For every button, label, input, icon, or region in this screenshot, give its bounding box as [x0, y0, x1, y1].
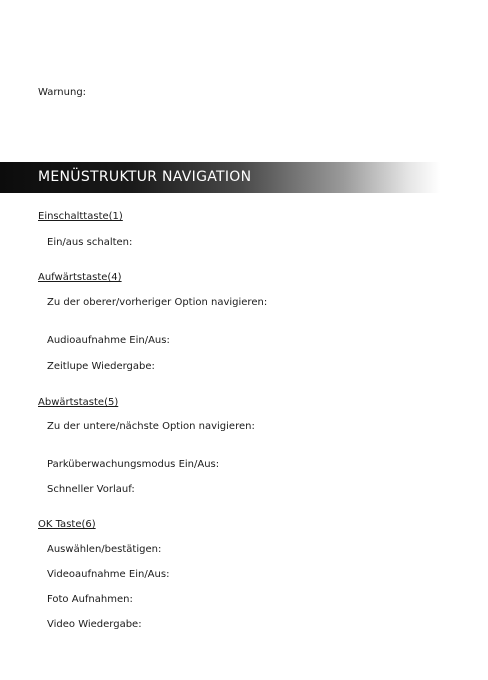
warning-label: Warnung: [38, 87, 87, 98]
section-heading-down-button: Abwärtstaste(5) [38, 397, 119, 408]
item-take-photo: Foto Aufnahmen: [47, 594, 133, 605]
item-select-confirm: Auswählen/bestätigen: [47, 544, 162, 555]
section-heading-ok-button: OK Taste(6) [38, 519, 96, 530]
item-parking-mode: Parküberwachungsmodus Ein/Aus: [47, 459, 220, 470]
banner-title: MENÜSTRUKTUR NAVIGATION [38, 169, 252, 185]
item-power-on-off: Ein/aus schalten: [47, 237, 133, 248]
item-navigate-previous: Zu der oberer/vorheriger Option navigieren: [47, 297, 268, 308]
section-heading-up-button: Aufwärtstaste(4) [38, 272, 122, 283]
item-fast-forward: Schneller Vorlauf: [47, 484, 135, 495]
item-audio-recording: Audioaufnahme Ein/Aus: [47, 335, 170, 346]
section-heading-power-button: Einschalttaste(1) [38, 211, 123, 222]
item-video-playback: Video Wiedergabe: [47, 619, 142, 630]
section-banner [0, 162, 440, 193]
item-video-recording: Videoaufnahme Ein/Aus: [47, 569, 170, 580]
item-navigate-next: Zu der untere/nächste Option navigieren: [47, 421, 255, 432]
item-slow-motion-playback: Zeitlupe Wiedergabe: [47, 361, 155, 372]
